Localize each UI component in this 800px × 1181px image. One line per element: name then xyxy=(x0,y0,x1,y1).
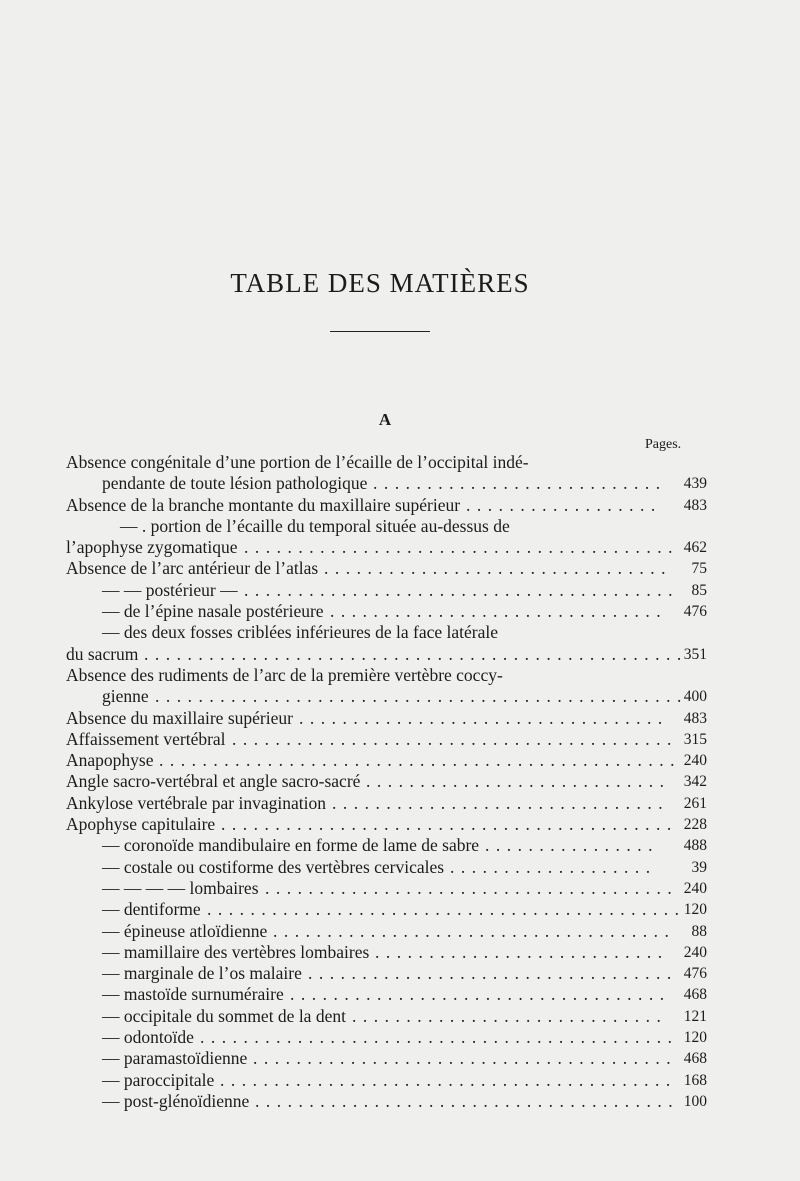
leader-dots: .................................. xyxy=(308,963,678,984)
toc-entry-text: pendante de toute lésion pathologique xyxy=(102,473,368,494)
toc-entry xyxy=(0,622,800,643)
section-letter: A xyxy=(378,410,392,429)
toc-entry xyxy=(0,1070,800,1091)
toc-entry xyxy=(0,921,800,942)
toc-entry xyxy=(0,665,800,686)
toc-entry xyxy=(0,537,800,558)
leader-dots: ................ xyxy=(485,835,659,856)
toc-entry-page: 439 xyxy=(683,475,707,493)
leader-dots: ............................................ xyxy=(207,899,686,920)
leader-dots: ..................................... xyxy=(273,920,676,941)
toc-entry xyxy=(0,1006,800,1027)
leader-dots: ............................... xyxy=(332,792,670,813)
toc-entry-page: 121 xyxy=(683,1007,707,1025)
toc-entry xyxy=(0,750,800,771)
toc-entry xyxy=(0,793,800,814)
toc-entry xyxy=(0,771,800,792)
toc-entry xyxy=(0,516,800,537)
leader-dots: ........................................ xyxy=(244,579,679,600)
toc-entry-page: 476 xyxy=(683,965,707,983)
leader-dots: .......................................... xyxy=(220,1069,677,1090)
toc-entry xyxy=(0,984,800,1005)
toc-entry-text: — de l’épine nasale postérieure xyxy=(102,601,324,622)
toc-entry xyxy=(0,686,800,707)
toc-entry-text: — épineuse atloïdienne xyxy=(102,920,268,941)
toc-entry xyxy=(0,729,800,750)
toc-entry-text: — mamillaire des vertèbres lombaires xyxy=(102,941,370,962)
toc-entry-text: Absence congénitale d’une portion de l’écaille de l’occipital indé- xyxy=(66,452,529,472)
toc-entry-page: 261 xyxy=(683,794,707,812)
toc-entry-text: — — — — lombaires xyxy=(102,877,259,898)
leader-dots: .................................. xyxy=(299,707,669,728)
leader-dots: ...................................... xyxy=(265,877,679,898)
toc-entry-text: — paroccipitale xyxy=(102,1069,215,1090)
toc-entry-page: 342 xyxy=(683,773,707,791)
toc-entry-page: 315 xyxy=(683,730,707,748)
toc-entry xyxy=(0,473,800,494)
toc-entry-page: 488 xyxy=(683,837,707,855)
toc-entry-page: 468 xyxy=(683,986,707,1004)
title-rule xyxy=(330,331,430,332)
toc-entry xyxy=(0,495,800,516)
toc-entry-text: — des deux fosses criblées inférieures de la face latérale xyxy=(102,622,498,643)
leader-dots: .................................................. xyxy=(144,643,688,664)
leader-dots: ....................................... xyxy=(255,1090,680,1111)
leader-dots: ................................................. xyxy=(155,686,688,707)
leader-dots: ........................................ xyxy=(244,537,679,558)
toc-entry xyxy=(0,878,800,899)
leader-dots: .......................................... xyxy=(221,814,678,835)
toc-entry xyxy=(0,1091,800,1112)
toc-entry xyxy=(0,857,800,878)
leader-dots: ................................................ xyxy=(159,750,681,771)
pages-column-header: Pages. xyxy=(645,437,682,452)
toc-entry-page: 483 xyxy=(683,496,707,514)
toc-entry xyxy=(0,1048,800,1069)
toc-entry-page: 85 xyxy=(691,581,707,599)
toc-entry xyxy=(0,963,800,984)
leader-dots: ....................................... xyxy=(253,1048,678,1069)
toc-entry-text: — occipitale du sommet de la dent xyxy=(102,1005,346,1026)
toc-entry-page: 468 xyxy=(683,1050,707,1068)
toc-entry-page: 240 xyxy=(683,943,707,961)
toc-entry-text: Absence de la branche montante du maxillaire supérieur xyxy=(66,494,461,515)
toc-entry-text: Ankylose vertébrale par invagination xyxy=(66,792,326,813)
toc-entry xyxy=(0,601,800,622)
toc-entry-text: Absence du maxillaire supérieur xyxy=(66,707,293,728)
leader-dots: ................................ xyxy=(324,558,672,579)
leader-dots: ................................... xyxy=(290,984,671,1005)
toc-entry-page: 75 xyxy=(691,560,707,578)
toc-entry-page: 483 xyxy=(683,709,707,727)
toc-entry-text: — marginale de l’os malaire xyxy=(102,963,302,984)
toc-entry xyxy=(0,580,800,601)
leader-dots: .................. xyxy=(466,494,662,515)
toc-entry-page: 462 xyxy=(683,539,707,557)
toc-entry xyxy=(0,835,800,856)
toc-entry-page: 120 xyxy=(683,1029,707,1047)
toc-entry-text: — mastoïde surnuméraire xyxy=(102,984,284,1005)
toc-entry-text: — dentiforme xyxy=(102,899,201,920)
leader-dots: ............................. xyxy=(352,1005,668,1026)
page-title: TABLE DES MATIÈRES xyxy=(230,268,530,298)
toc-entry-text: Anapophyse xyxy=(66,750,154,771)
toc-entry-text: Apophyse capitulaire xyxy=(66,814,216,835)
toc-entry-text: — costale ou costiforme des vertèbres cervicales xyxy=(102,856,445,877)
toc-entry-page: 39 xyxy=(691,858,707,876)
leader-dots: ................... xyxy=(450,856,657,877)
toc-entry-text: — — postérieur — xyxy=(102,579,238,600)
leader-dots: ........................... xyxy=(373,473,667,494)
leader-dots: ............................................ xyxy=(200,1027,679,1048)
toc-entry-page: 120 xyxy=(683,901,707,919)
toc-entry xyxy=(0,899,800,920)
leader-dots: ............................... xyxy=(330,601,668,622)
toc-entry xyxy=(0,942,800,963)
toc-entry xyxy=(0,708,800,729)
toc-entry-text: — . portion de l’écaille du temporal située au-dessus de xyxy=(120,515,510,536)
toc-entry-text: Affaissement vertébral xyxy=(66,728,226,749)
toc-entry-text: Absence de l’arc antérieur de l’atlas xyxy=(66,558,319,579)
table-of-contents xyxy=(0,452,800,1112)
toc-entry-page: 240 xyxy=(683,752,707,770)
toc-entry-page: 351 xyxy=(683,645,707,663)
toc-entry-page: 240 xyxy=(683,879,707,897)
leader-dots: ............................ xyxy=(366,771,671,792)
toc-entry-page: 476 xyxy=(683,603,707,621)
toc-entry xyxy=(0,644,800,665)
toc-entry xyxy=(0,452,800,473)
leader-dots: ......................................... xyxy=(232,728,678,749)
toc-entry-text: Angle sacro-vertébral et angle sacro-sacré xyxy=(66,771,361,792)
toc-entry-page: 100 xyxy=(683,1092,707,1110)
toc-entry-text: l’apophyse zygomatique xyxy=(66,537,238,558)
toc-entry-text: du sacrum xyxy=(66,643,139,664)
toc-entry-text: — paramastoïdienne xyxy=(102,1048,248,1069)
toc-entry-text: — coronoïde mandibulaire en forme de lame de sabre xyxy=(102,835,480,856)
toc-entry-text: — post-glénoïdienne xyxy=(102,1090,250,1111)
toc-entry xyxy=(0,558,800,579)
leader-dots: ........................... xyxy=(375,941,669,962)
toc-entry xyxy=(0,1027,800,1048)
toc-entry-page: 400 xyxy=(683,688,707,706)
toc-entry-page: 88 xyxy=(691,922,707,940)
toc-entry-text: Absence des rudiments de l’arc de la première vertèbre coccy- xyxy=(66,664,503,685)
toc-entry-text: — odontoïde xyxy=(102,1027,194,1048)
toc-entry-page: 168 xyxy=(683,1071,707,1089)
toc-entry xyxy=(0,814,800,835)
toc-entry-page: 228 xyxy=(683,816,707,834)
toc-entry-text: gienne xyxy=(102,686,149,707)
